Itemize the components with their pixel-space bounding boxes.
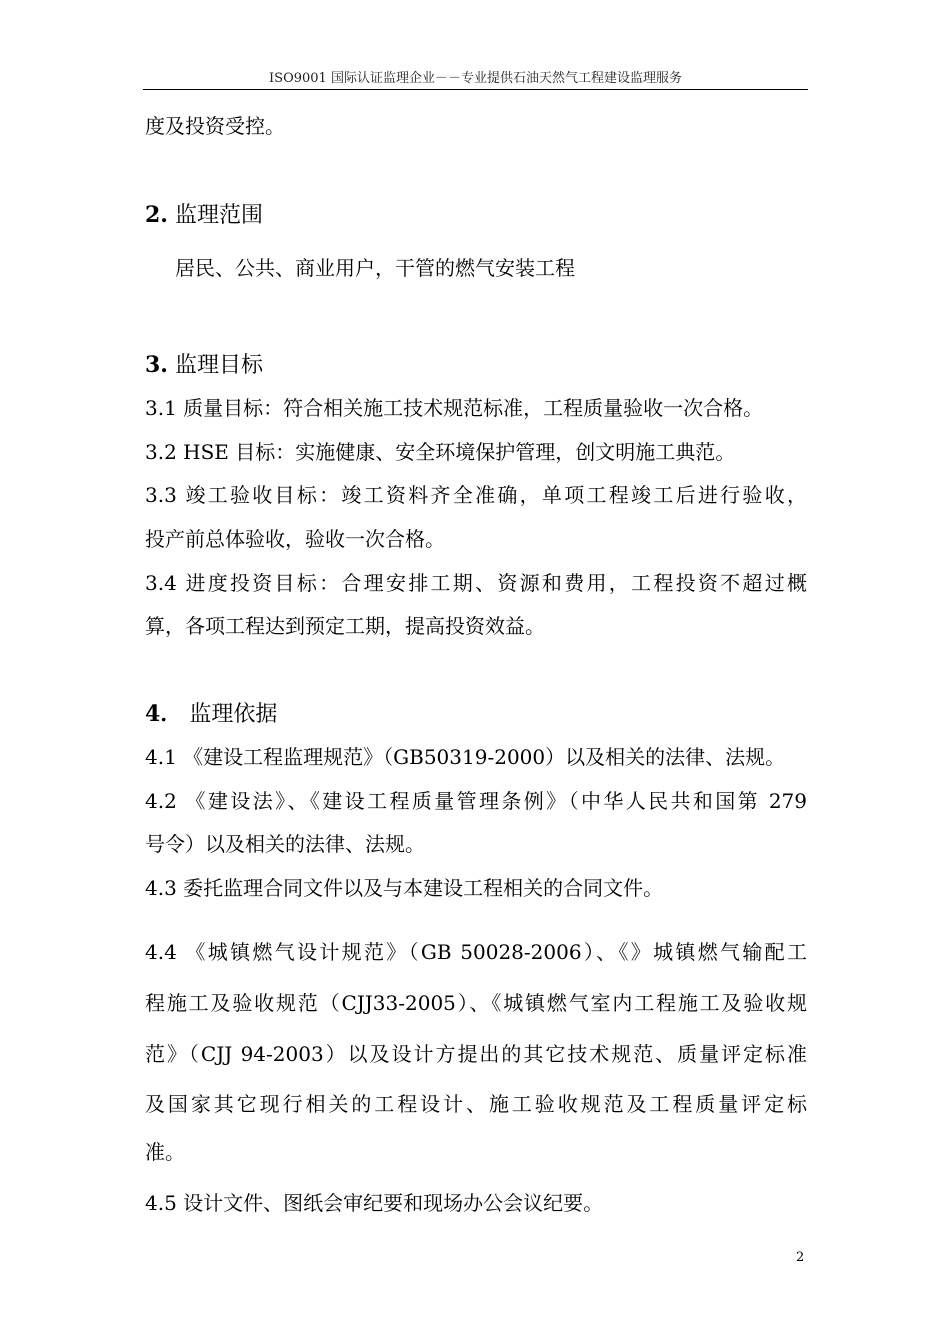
section-4-title: 监理依据: [189, 702, 278, 727]
section-3-heading: [145, 351, 263, 380]
intro-tail-line: 度及投资受控。: [145, 114, 285, 138]
section-4-line: 范》（CJJ 94-2003）以及设计方提出的其它技术规范、质量评定标准: [145, 1042, 807, 1066]
section-4-number: 4．: [145, 701, 183, 727]
section-3-number: 3.: [145, 352, 168, 378]
section-3-line: 投产前总体验收，验收一次合格。: [145, 527, 445, 551]
section-3-line: 3.3 竣工验收目标：竣工资料齐全准确，单项工程竣工后进行验收，: [145, 483, 807, 507]
section-3-line: 算，各项工程达到预定工期，提高投资效益。: [145, 614, 545, 638]
section-4-line: 号令）以及相关的法律、法规。: [145, 832, 425, 856]
header-rule: [143, 89, 808, 90]
section-2-title: 监理范围: [174, 203, 263, 228]
page-number: 2: [796, 1250, 805, 1265]
section-3-line: 3.4 进度投资目标：合理安排工期、资源和费用，工程投资不超过概: [145, 571, 807, 595]
running-header: ISO9001 国际认证监理企业－－专业提供石油天然气工程建设监理服务: [269, 71, 682, 86]
section-2-body: 居民、公共、商业用户，干管的燃气安装工程: [175, 256, 575, 280]
section-4-line: 4.4 《城镇燃气设计规范》（GB 50028-2006）、《》城镇燃气输配工: [145, 940, 807, 964]
section-4-line: 4.3 委托监理合同文件以及与本建设工程相关的合同文件。: [145, 876, 664, 900]
section-4-line: 准。: [145, 1140, 185, 1164]
section-3-line: 3.1 质量目标：符合相关施工技术规范标准，工程质量验收一次合格。: [145, 396, 764, 420]
section-4-heading: [145, 700, 277, 729]
section-4-line: 4.2 《建设法》、《建设工程质量管理条例》（中华人民共和国第 279: [145, 789, 807, 813]
section-4-line: 4.1 《建设工程监理规范》（GB50319-2000）以及相关的法律、法规。: [145, 745, 786, 769]
section-2-heading: [145, 201, 263, 230]
section-4-line: 程施工及验收规范（CJJ33-2005）、《城镇燃气室内工程施工及验收规: [145, 991, 807, 1015]
section-3-line: 3.2 HSE 目标：实施健康、安全环境保护管理，创文明施工典范。: [145, 440, 736, 464]
section-4-line: 4.5 设计文件、图纸会审纪要和现场办公会议纪要。: [145, 1191, 604, 1215]
section-3-title: 监理目标: [174, 353, 263, 378]
section-2-number: 2.: [145, 202, 168, 228]
section-4-line: 及国家其它现行相关的工程设计、施工验收规范及工程质量评定标: [145, 1092, 807, 1116]
